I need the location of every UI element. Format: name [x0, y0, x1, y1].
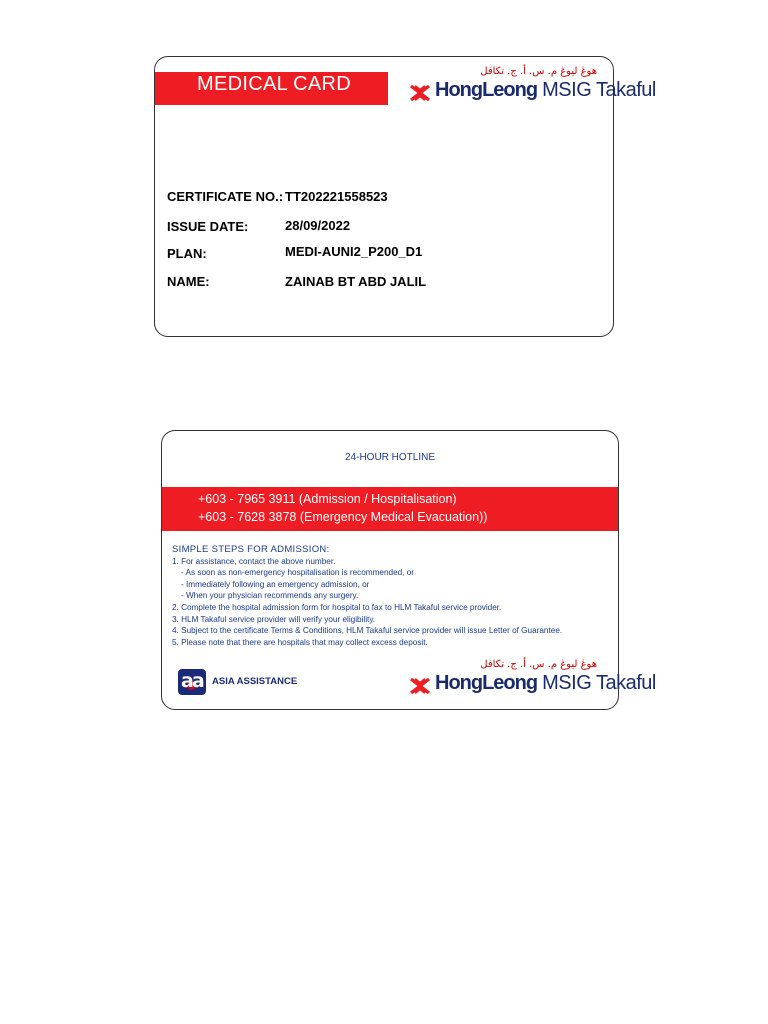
- issue-date-label: ISSUE DATE:: [167, 219, 249, 234]
- step-3: 3. HLM Takaful service provider will verify your eligibility.: [172, 614, 376, 624]
- step-1: 1. For assistance, contact the above number.: [172, 556, 336, 566]
- medical-card-back: [161, 430, 656, 710]
- plan-label: PLAN:: [167, 246, 207, 261]
- logo-brand-name: HongLeong MSIG Takaful: [435, 79, 656, 101]
- plan-value: MEDI-AUNI2_P200_D1: [285, 244, 423, 259]
- hong-leong-logo: [409, 66, 656, 108]
- card-title: MEDICAL CARD: [197, 73, 351, 95]
- hong-leong-logo: [409, 659, 656, 701]
- certificate-label: CERTIFICATE NO.:: [167, 189, 284, 204]
- hong-leong-logo-icon: [409, 82, 431, 104]
- asia-assistance-label: ASIA ASSISTANCE: [212, 676, 298, 687]
- hong-leong-logo-icon: [409, 675, 431, 697]
- step-1-sub-c: - When your physician recommends any surgery.: [181, 591, 359, 601]
- logo-arabic-text: هوڠ ليوڠ م. س. أ. ج. تكافل: [480, 659, 597, 670]
- asia-assistance-logo-icon: aa: [178, 669, 206, 695]
- name-value: ZAINAB BT ABD JALIL: [285, 274, 427, 289]
- issue-date-value: 28/09/2022: [285, 218, 351, 233]
- steps-title: SIMPLE STEPS FOR ADMISSION:: [172, 544, 330, 555]
- hotline-band: [162, 487, 618, 531]
- step-1-sub-a: - As soon as non-emergency hospitalisation is recommended, or: [181, 568, 415, 578]
- step-1-sub-b: - Immediately following an emergency admission, or: [181, 579, 370, 589]
- card-title-banner: [155, 72, 388, 105]
- asia-assistance-logo: [176, 665, 298, 701]
- name-label: NAME:: [167, 274, 210, 289]
- hotline-admission: +603 - 7965 3911 (Admission / Hospitalisation): [198, 492, 457, 506]
- step-5: 5. Please note that there are hospitals that may collect excess deposit.: [172, 637, 428, 647]
- certificate-value: TT202221558523: [285, 189, 388, 204]
- medical-card-front: [154, 56, 656, 337]
- hotline-evacuation: +603 - 7628 3878 (Emergency Medical Evacuation)): [198, 510, 488, 524]
- admission-steps: [172, 544, 612, 648]
- logo-brand-name: HongLeong MSIG Takaful: [435, 672, 656, 694]
- step-4: 4. Subject to the certificate Terms & Conditions, HLM Takaful service provider will issue Letter of Guarantee.: [172, 626, 563, 636]
- hotline-title: 24-HOUR HOTLINE: [344, 452, 435, 463]
- step-2: 2. Complete the hospital admission form for hospital to fax to HLM Takaful service provider.: [172, 602, 502, 612]
- logo-arabic-text: هوڠ ليوڠ م. س. أ. ج. تكافل: [480, 66, 597, 77]
